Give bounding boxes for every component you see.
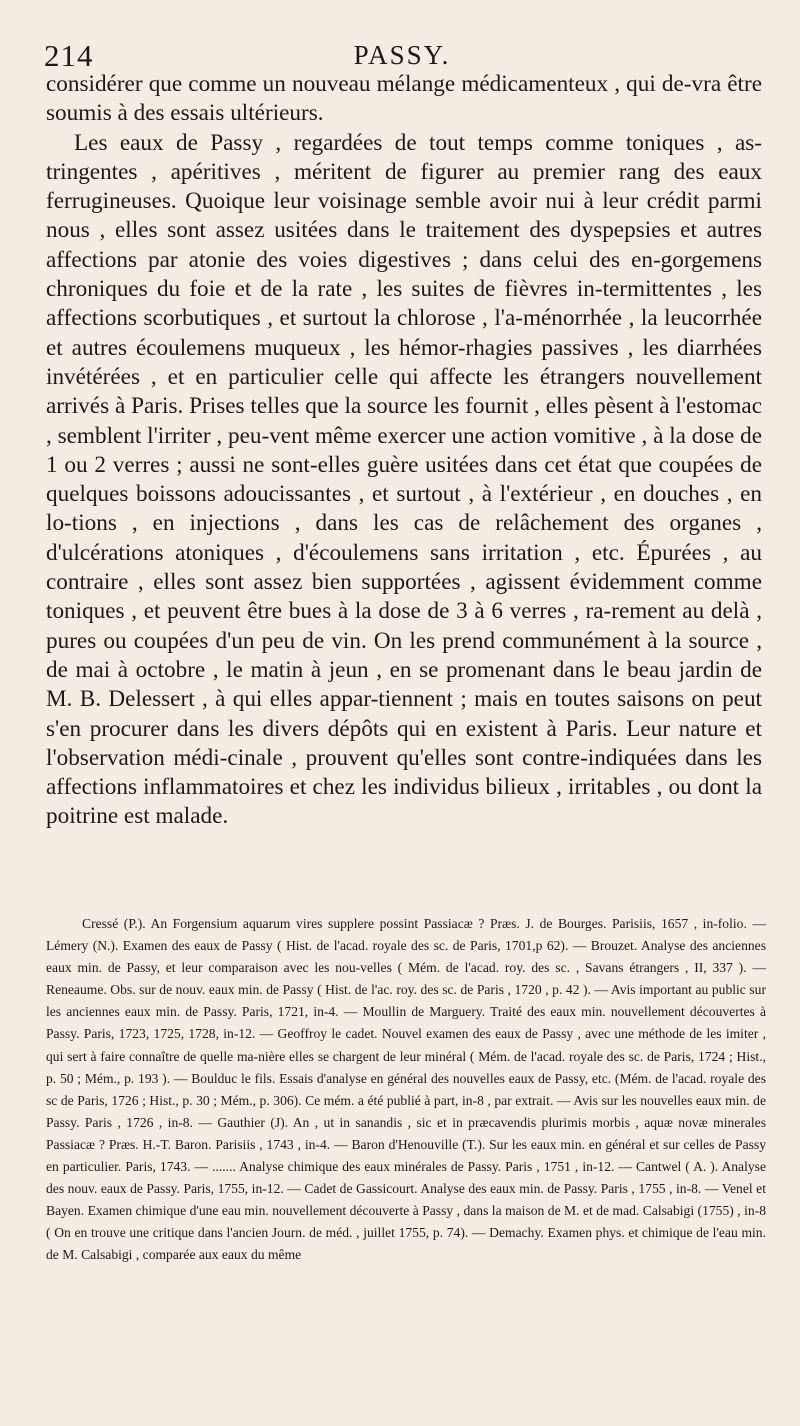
body-paragraph-passy-waters: Les eaux de Passy , regardées de tout temps comme toniques , as-tringentes , apéritives , méritent de figurer au premier rang des eaux ferrugineuses. Quoique leur voisinage semble avoir nui à leur crédit parmi nous , elles sont assez usitées dans le traitement des dyspepsies et autres affections par atonie des voies digestives ; dans celui des en-gorgemens chroniques du foie et de la rate , les suites de fièvres in-termittentes , les affections scorbutiques , et surtout la chlorose , l'a-ménorrhée , la leucorrhée et autres écoulemens muqueux , les hémor-rhagies passives , les diarrhées invétérées , et en particulier celle qui affecte les étrangers nouvellement arrivés à Paris. Prises telles que la source les fournit , elles pèsent à l'estomac , semblent l'irriter , peu-vent même exercer une action vomitive , à la dose de 1 ou 2 verres ; aussi ne sont-elles guère usitées dans cet état que coupées de quelques boissons adoucissantes , et surtout , à l'extérieur , en douches , en lo-tions , en injections , dans les cas de relâchement des organes , d'ulcérations atoniques , d'écoulemens sans irritation , etc. Épurées , au contraire , elles sont assez bien supportées , agissent évidemment comme toniques , et peuvent être bues à la dose de 3 à 6 verres , ra-rement au delà , pures ou coupées d'un peu de vin. On les prend communément à la source , de mai à octobre , le matin à jeun , en se promenant dans le beau jardin de M. B. Delessert , à qui elles appar-tiennent ; mais en toutes saisons on peut s'en procurer dans les divers dépôts qui en existent à Paris. Leur nature et l'observation médi-cinale , prouvent qu'elles sont contre-indiquées dans les affections inflammatoires et chez les individus bilieux , irritables , ou dont la poitrine est malade. [46, 129, 762, 830]
body-paragraph-continuation: considérer que comme un nouveau mélange médicamenteux , qui de-vra être soumis à des essais ultérieurs. [46, 71, 762, 127]
running-title: PASSY. [353, 40, 451, 70]
page-number: 214 [44, 38, 94, 73]
body-text [46, 70, 762, 832]
bibliography-footnote: Cressé (P.). An Forgensium aquarum vires supplere possint Passiacæ ? Præs. J. de Bourges. Parisiis, 1657 , in-folio. — Lémery (N.). Examen des eaux de Passy ( Hist. de l'acad. royale des sc. de Paris, 1701,p 62). — Brouzet. Analyse des anciennes eaux min. de Passy, et leur comparaison avec les nou-velles ( Mém. de l'acad. roy. des sc. , Savans étrangers , II, 337 ). — Reneaume. Obs. sur de nouv. eaux min. de Passy ( Hist. de l'ac. roy. des sc. de Paris , 1720 , p. 42 ). — Avis important au public sur les anciennes eaux min. de Passy. Paris, 1721, in-4. — Moullin de Marguery. Traité des eaux min. nouvellement découvertes à Passy. Paris, 1723, 1725, 1728, in-12. — Geoffroy le cadet. Nouvel examen des eaux de Passy , avec une méthode de les imiter , qui sert à faire connaître de quelle ma-nière elles se chargent de leur minéral ( Mém. de l'acad. royale des sc. de Paris, 1724 ; Hist., p. 50 ; Mém., p. 193 ). — Boulduc le fils. Essais d'analyse en général des nouvelles eaux de Passy, etc. (Mém. de l'acad. royale des sc de Paris, 1726 ; Hist., p. 30 ; Mém., p. 306). Ce mém. a été publié à part, in-8 , par extrait. — Avis sur les nouvelles eaux min. de Passy. Paris , 1726 , in-8. — Gauthier (J). An , ut in sanandis , sic et in præcavendis plurimis morbis , aquæ novæ minerales Passiacæ ? Præs. H.-T. Baron. Parisiis , 1743 , in-4. — Baron d'Henouville (T.). Sur les eaux min. en général et sur celles de Passy en particulier. Paris, 1743. — ....... Analyse chimique des eaux minérales de Passy. Paris , 1751 , in-12. — Cantwel ( A. ). Analyse des nouv. eaux de Passy. Paris, 1755, in-12. — Cadet de Gassicourt. Analyse des eaux min. de Passy. Paris , 1755 , in-8. — Venel et Bayen. Examen chimique d'une eau min. nouvellement découverte à Passy , dans la maison de M. et de mad. Calsabigi (1755) , in-8 ( On en trouve une critique dans l'ancien Journ. de méd. , juillet 1755, p. 74). — Demachy. Examen phys. et chimique de l'eau min. de M. Calsabigi , comparée aux eaux du même [46, 916, 766, 1263]
